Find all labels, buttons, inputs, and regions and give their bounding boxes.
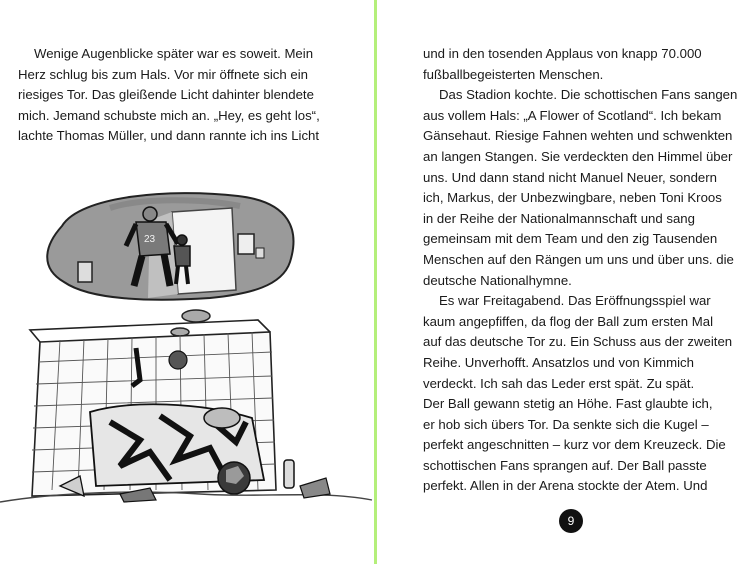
text-line: riesiges Tor. Das gleißende Licht dahinter blendete [18,87,314,103]
text-line: fußballbegeisterten Menschen. [423,66,604,82]
text-line: gemeinsam mit dem Team und den zig Tausenden [423,231,718,247]
text-line: Es war Freitagabend. Das Eröffnungsspiel war [439,293,711,309]
text-line: Wenige Augenblicke später war es soweit. Mein [34,46,314,61]
text-line: Herz schlug bis zum Hals. Vor mir öffnete sich ein [18,66,308,82]
text-line: uns. Und dann stand nicht Manuel Neuer, sondern [423,169,717,185]
jersey-number: 23 [144,234,156,245]
left-page [0,0,374,564]
left-page-text [18,44,320,147]
text-line: Menschen auf den Rängen um uns und über uns. die [423,251,734,267]
right-page [377,0,750,564]
text-line: mich. Jemand schubste mich an. „Hey, es geht los“, [18,107,320,123]
text-line: Das Stadion kochte. Die schottischen Fans sangen [439,87,738,103]
text-line: verdeckt. Ich sah das Leder erst spät. Zu spät. [423,375,695,391]
text-line: Gänsehaut. Riesige Fahnen wehten und schwenkten [423,128,733,144]
text-line: Reihe. Unverhofft. Ansatzlos und von Kimmich [423,354,694,370]
text-line: auf das deutsche Tor zu. Ein Schuss aus der zweiten [423,334,733,350]
right-page-text [423,44,737,497]
text-line: in der Reihe der Nationalmannschaft und sang [423,210,695,226]
text-line: an langen Stangen. Sie verdeckten den Himmel über [423,148,733,164]
text-line: perfekt. Allen in der Arena stockte der Atem. Und [423,478,708,494]
page-number: 9 [559,509,583,533]
text-line: schottischen Fans sprangen auf. Der Ball passte [423,457,707,473]
text-line: er hob sich übers Tor. Da senkte sich die Kugel – [423,416,709,432]
text-line: Der Ball gewann stetig an Höhe. Fast glaubte ich, [423,396,713,412]
text-line: ich, Markus, der Unbezwingbare, neben Toni Kroos [423,190,722,206]
text-line: kaum angepfiffen, da flog der Ball zum ersten Mal [423,313,714,329]
text-line: deutsche Nationalhymne. [423,272,572,288]
text-line: aus vollem Hals: „A Flower of Scotland“. Ich bekam [423,107,722,123]
text-line: perfekt angeschnitten – kurz vor dem Kreuzeck. Die [423,437,726,453]
text-line: und in den tosenden Applaus von knapp 70.000 [423,46,702,61]
dream-illustration [0,190,374,515]
text-line: lachte Thomas Müller, und dann rannte ich ins Licht [18,128,320,144]
